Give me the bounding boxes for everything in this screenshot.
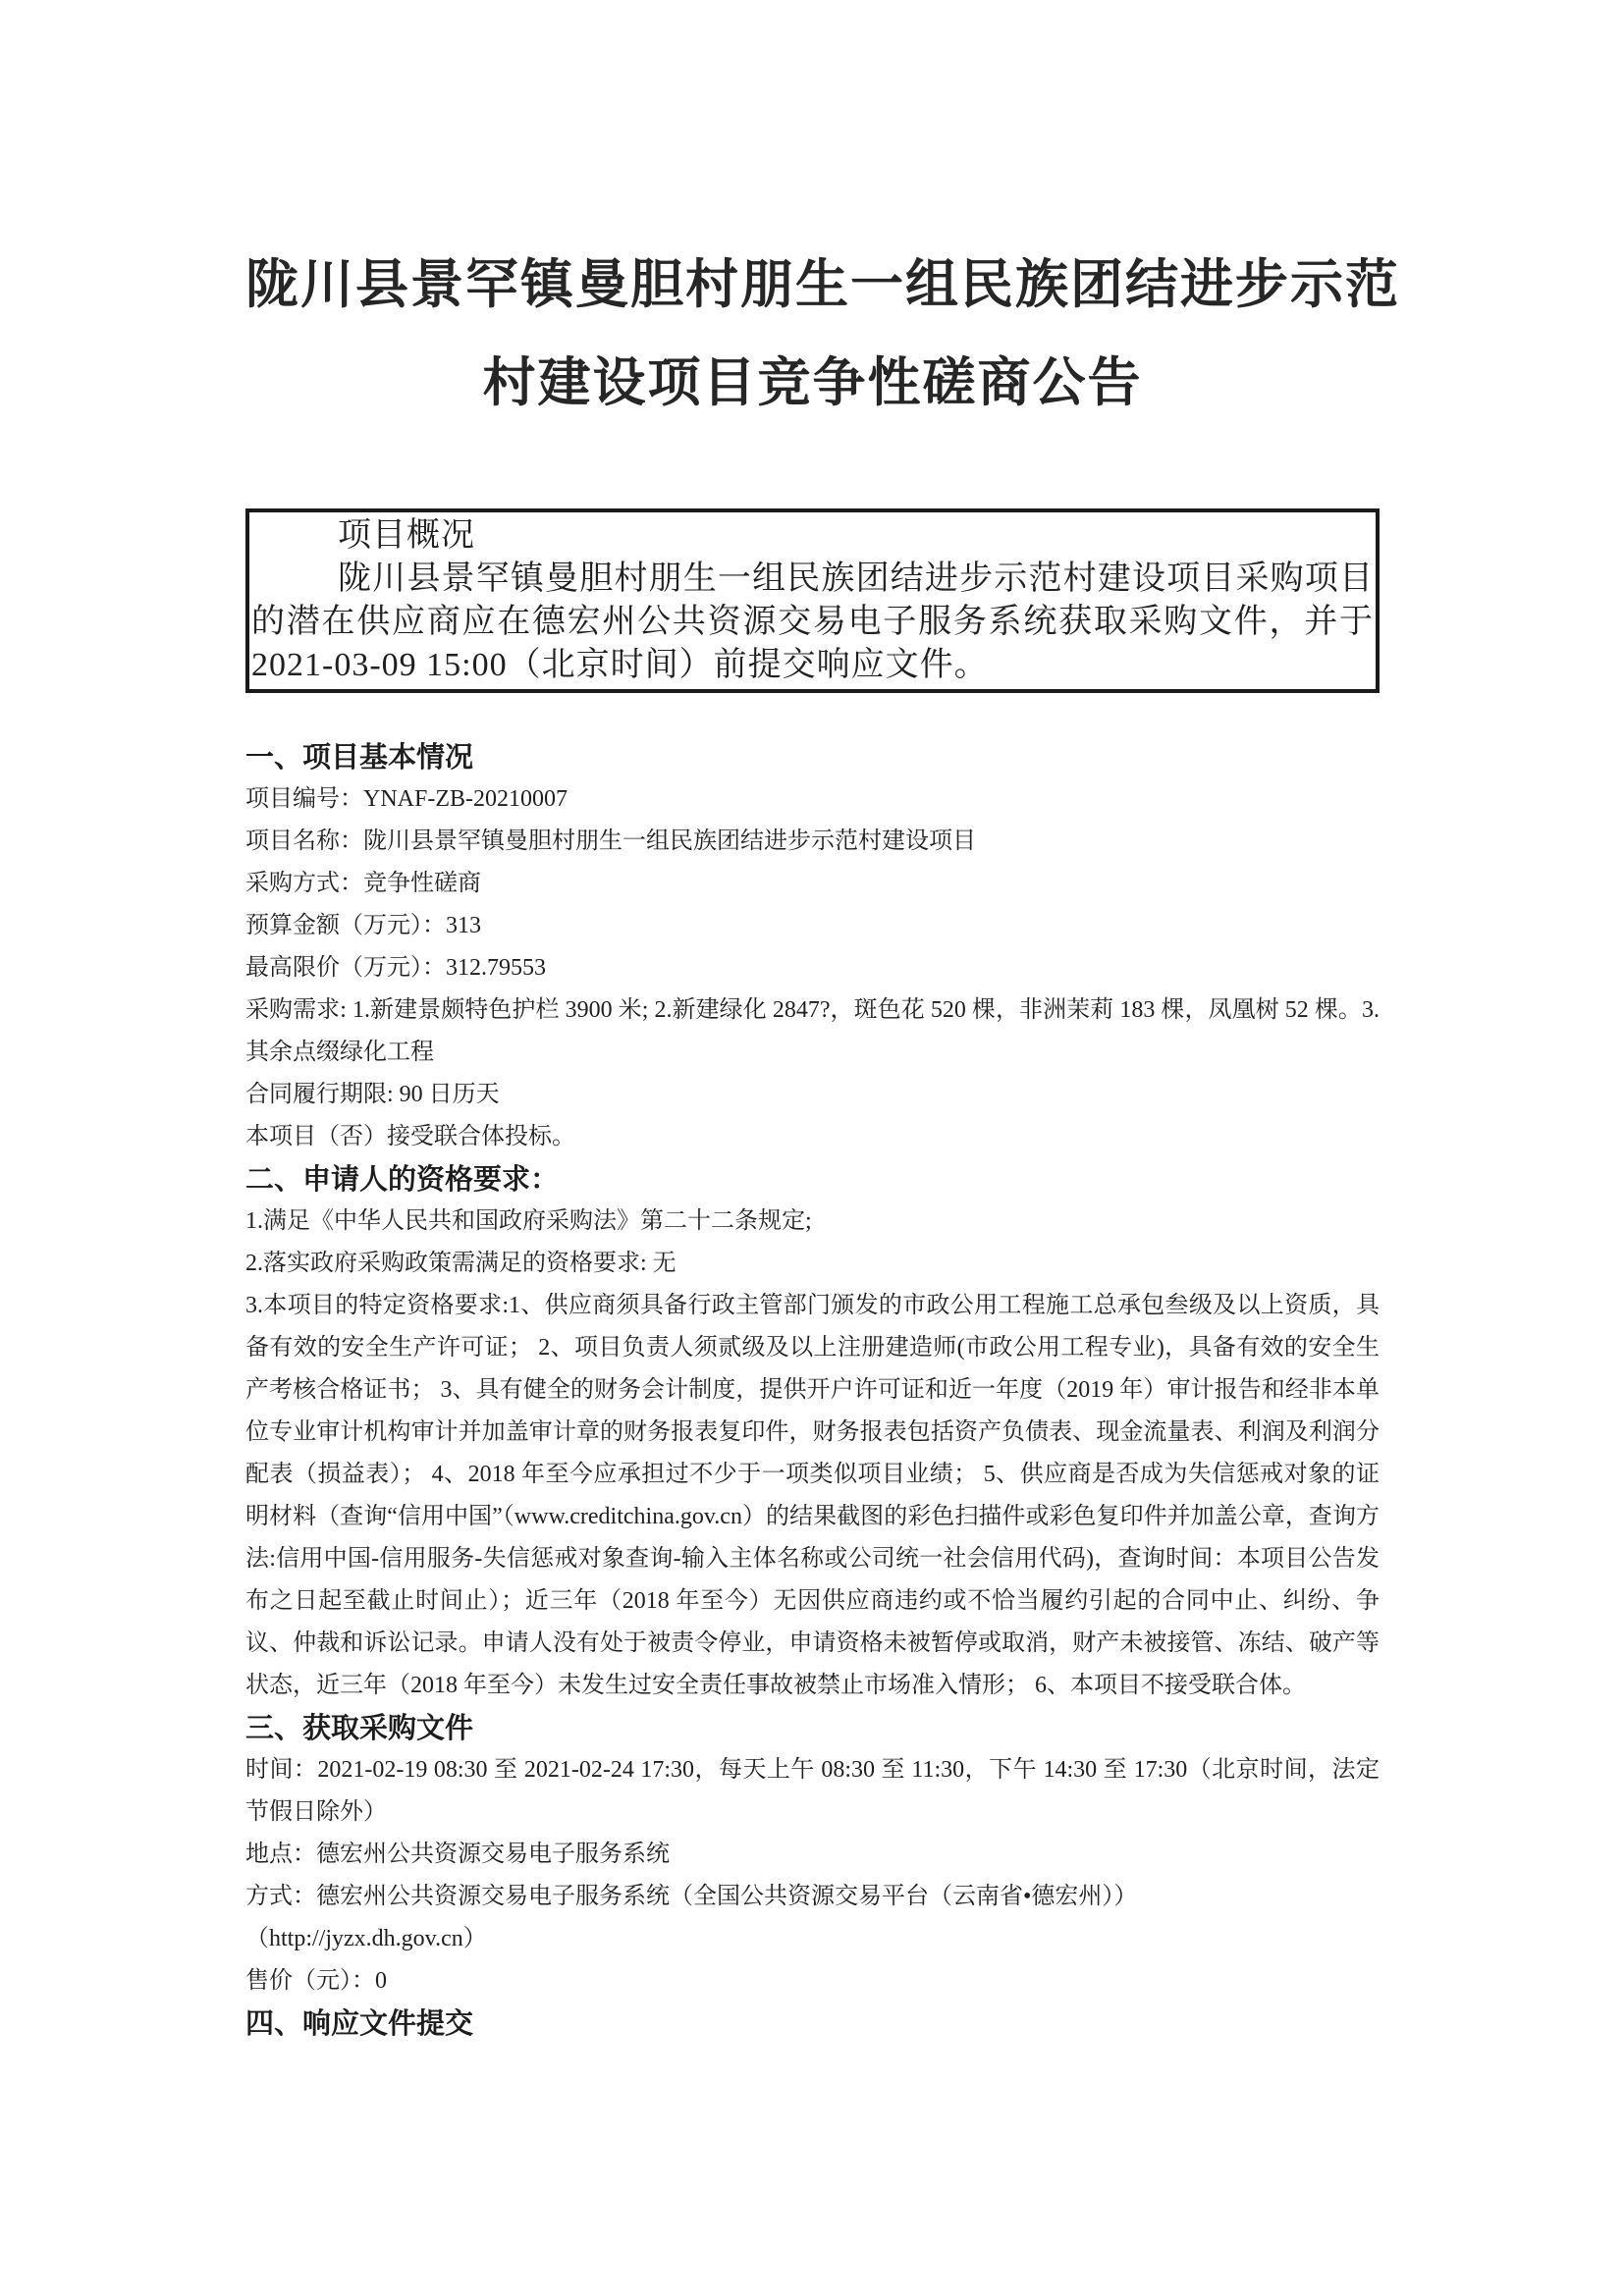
qualification-item-2: 2.落实政府采购政策需满足的资格要求: 无	[245, 1251, 677, 1276]
field-budget-amount: 预算金额（万元）：313	[245, 913, 481, 938]
obtain-url: （http://jyzx.dh.gov.cn）	[245, 1926, 487, 1951]
section-heading-qualification: 二、申请人的资格要求：	[245, 1162, 560, 1196]
field-procurement-demand: 采购需求: 1.新建景颇特色护栏 3900 米; 2.新建绿化 2847?，斑色花 520 棵，非洲茉莉 183 棵，凤凰树 52 棵。3.其余点缀绿化工程	[245, 997, 1380, 1065]
section-heading-obtain-documents: 三、获取采购文件	[245, 1711, 474, 1744]
overview-heading: 项目概况	[338, 517, 475, 554]
obtain-method: 方式：德宏州公共资源交易电子服务系统（全国公共资源交易平台（云南省•德宏州））	[245, 1884, 1138, 1909]
document-body	[245, 736, 1380, 2045]
field-contract-duration: 合同履行期限: 90 日历天	[245, 1082, 500, 1107]
obtain-place: 地点：德宏州公共资源交易电子服务系统	[245, 1842, 670, 1867]
field-project-name: 项目名称：陇川县景罕镇曼胆村朋生一组民族团结进步示范村建设项目	[245, 828, 976, 854]
qualification-item-3: 3.本项目的特定资格要求:1、供应商须具备行政主管部门颁发的市政公用工程施工总承包叁级及以上资质，具备有效的安全生产许可证； 2、项目负责人须贰级及以上注册建造师(市政公用工程专业)，具备有效的安全生产考核合格证书； 3、具有健全的财务会计制度，提供开户许可证和近一年度（2019 年）审计报告和经非本单位专业审计机构审计并加盖审计章的财务报表复印件，财务报表包括资产负债表、现金流量表、利润及利润分配表（损益表）； 4、2018 年至今应承担过不少于一项类似项目业绩； 5、供应商是否成为失信惩戒对象的证明材料（查询“信用中国”（www.creditchina.gov.cn）的结果截图的彩色扫描件或彩色复印件并加盖公章，查询方法:信用中国-信用服务-失信惩戒对象查询-输入主体名称或公司统一社会信用代码)，查询时间：本项目公告发布之日起至截止时间止）；近三年（2018 年至今）无因供应商违约或不恰当履约引起的合同中止、纠纷、争议、仲裁和诉讼记录。申请人没有处于被责令停业，申请资格未被暂停或取消，财产未被接管、冻结、破产等状态，近三年（2018 年至今）未发生过安全责任事故被禁止市场准入情形； 6、本项目不接受联合体。	[245, 1293, 1380, 1698]
title-line-1: 陇川县景罕镇曼胆村朋生一组民族团结进步示范	[245, 253, 1400, 315]
qualification-item-1: 1.满足《中华人民共和国政府采购法》第二十二条规定;	[245, 1208, 812, 1234]
section-heading-basic-info: 一、项目基本情况	[245, 740, 474, 774]
field-project-number: 项目编号：YNAF-ZB-20210007	[245, 786, 568, 812]
section-heading-response-submission: 四、响应文件提交	[245, 2006, 474, 2040]
document-title	[245, 236, 1400, 432]
field-procurement-method: 采购方式：竞争性磋商	[245, 871, 481, 896]
field-consortium-bidding: 本项目（否）接受联合体投标。	[245, 1124, 575, 1149]
obtain-time: 时间：2021-02-19 08:30 至 2021-02-24 17:30，每天上午 08:30 至 11:30，下午 14:30 至 17:30（北京时间，法定节假日除外）	[245, 1757, 1380, 1825]
field-max-price: 最高限价（万元）：312.79553	[245, 955, 546, 981]
obtain-price: 售价（元）：0	[245, 1968, 387, 1994]
title-line-2: 村建设项目竞争性磋商公告	[482, 351, 1143, 413]
project-overview-box	[245, 508, 1380, 693]
overview-body: 陇川县景罕镇曼胆村朋生一组民族团结进步示范村建设项目采购项目的潜在供应商应在德宏州公共资源交易电子服务系统获取采购文件，并于2021-03-09 15:00（北京时间）前提交响应文件。	[251, 561, 1374, 683]
